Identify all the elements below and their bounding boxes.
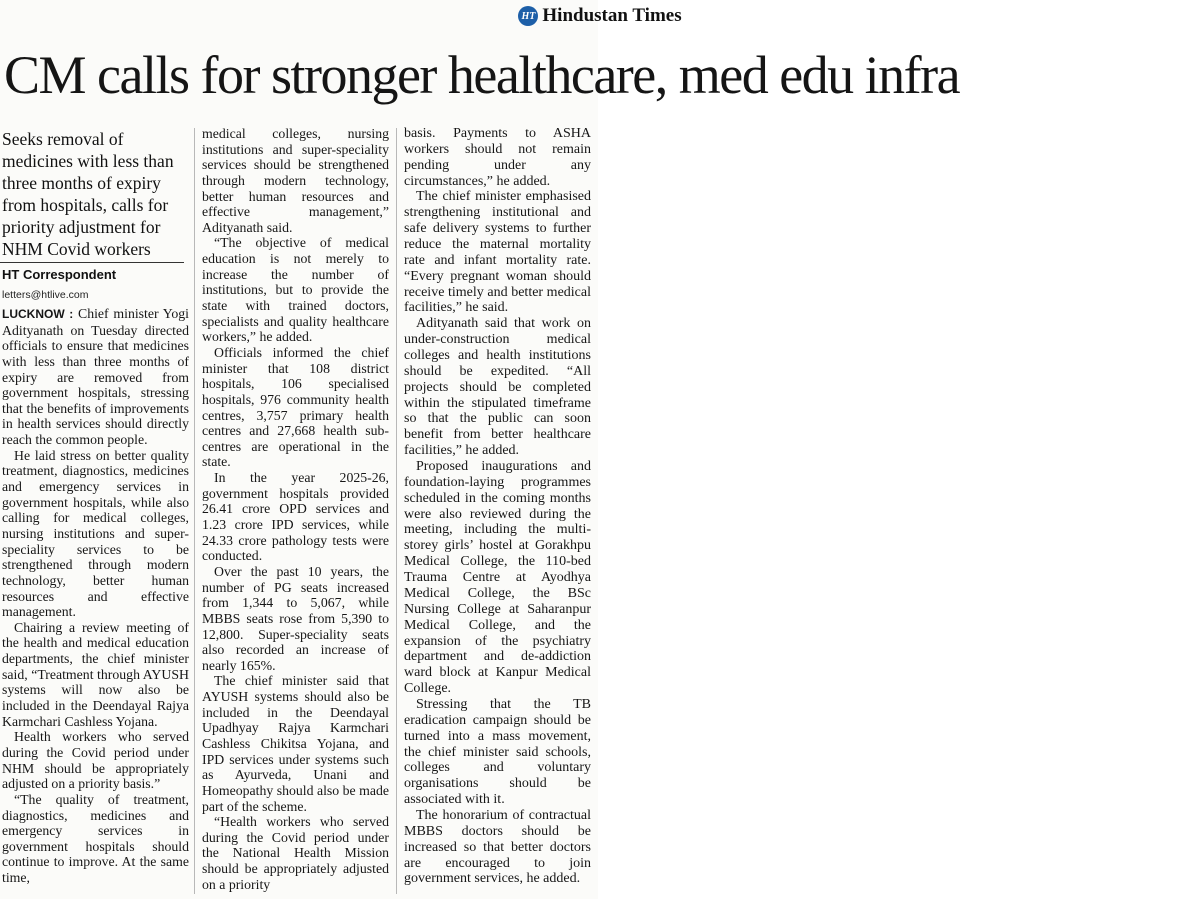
article-paragraph: “The quality of treatment, diagnostics, medicines and emergency services in government hospitals should continue to improve. At the same time, xyxy=(2,791,189,886)
brand-name: Hindustan Times xyxy=(542,5,682,26)
article-paragraph: He laid stress on better quality treatment, diagnostics, medicines and emergency services in government hospitals, while also calling for medical colleges, nursing institutions and super-speciality services to be strengthened through modern technology, better human resources and effective management. xyxy=(2,447,189,620)
article-paragraph: Over the past 10 years, the number of PG seats increased from 1,344 to 5,067, while MBBS seats rose from 5,390 to 12,800. Super-speciality seats also recorded an increase of nearly 165%. xyxy=(202,563,389,673)
article-paragraph: The honorarium of contractual MBBS doctors should be increased so that better doctors are encouraged to join government services, he added. xyxy=(404,807,591,887)
headline: CM calls for stronger healthcare, med edu infra xyxy=(4,45,960,105)
byline: HT Correspondent xyxy=(2,267,117,282)
article-paragraph: Adityanath said that work on under-construction medical colleges and health institutions should be expedited. “All projects should be completed within the stipulated timeframe so that the public can soon benefit from better healthcare facilities,” he added. xyxy=(404,316,591,459)
byline-email: letters@htlive.com xyxy=(2,289,89,301)
article-column-1 xyxy=(2,306,189,886)
column-divider xyxy=(396,128,397,894)
article-paragraph: “Health workers who served during the Covid period under the National Health Mission should be appropriately adjusted on a priority xyxy=(202,814,389,892)
article-paragraph: The chief minister said that AYUSH systems should also be included in the Deendayal Upadhyay Rajya Karmchari Cashless Chikitsa Yojana, and IPD services under systems such as Ayurveda, Unani and Homeopathy should also be made part of the scheme. xyxy=(202,673,389,814)
article-paragraph: The chief minister emphasised strengthening institutional and safe delivery systems to further reduce the maternal mortality rate and infant mortality rate. “Every pregnant woman should receive timely and better medical facilities,” he said. xyxy=(404,189,591,316)
deck: Seeks removal of medicines with less than three months of expiry from hospitals, calls for priority adjustment for NHM Covid workers xyxy=(2,129,174,259)
masthead xyxy=(0,4,1200,28)
blank-area xyxy=(598,0,1200,899)
article-paragraph: medical colleges, nursing institutions and super-speciality services should be strengthened through modern technology, better human resources and effective management,” Adityanath said. xyxy=(202,126,389,235)
article-paragraph: Health workers who served during the Covid period under NHM should be appropriately adjusted on a priority basis.” xyxy=(2,729,189,792)
article-paragraph: Stressing that the TB eradication campaign should be turned into a mass movement, the chief minister said schools, colleges and voluntary organisations should be associated with it. xyxy=(404,696,591,808)
ht-logo-icon: HT xyxy=(518,6,538,26)
article-paragraph: Chairing a review meeting of the health and medical education departments, the chief minister said, “Treatment through AYUSH systems will now also be included in the Deendayal Rajya Karmchari Cashless Yojana. xyxy=(2,619,189,729)
article-paragraph: Proposed inaugurations and foundation-laying programmes scheduled in the coming months were also reviewed during the meeting, including the multi-storey girls’ hostel at Gorakhpu Medical College, the 110-bed Trauma Centre at Ayodhya Medical College, the BSc Nursing College at Saharanpur Medical College, and the expansion of the psychiatry department and de-addiction ward block at Kanpur Medical College. xyxy=(404,459,591,697)
article-column-3 xyxy=(404,126,591,887)
paragraph-text: Chief minister Yogi Adityanath on Tuesday directed officials to ensure that medicines with less than three months of expiry are removed from government hospitals, stressing that the benefits of improvements in health services should directly reach the common people. xyxy=(2,306,190,448)
article-paragraph: In the year 2025-26, government hospitals provided 26.41 crore OPD services and 1.23 crore IPD services, while 24.33 crore pathology tests were conducted. xyxy=(202,470,389,564)
article-paragraph: basis. Payments to ASHA workers should not remain pending under any circumstances,” he added. xyxy=(404,126,591,189)
article-paragraph: “The objective of medical education is not merely to increase the number of institutions, but to provide the state with trained doctors, specialists and quality healthcare workers,” he added. xyxy=(202,235,389,345)
article-paragraph: Officials informed the chief minister that 108 district hospitals, 106 specialised hospitals, 976 community health centres, 3,757 primary health centres and 27,668 health sub-centres are operational in the state. xyxy=(202,344,389,470)
byline-divider xyxy=(0,262,184,263)
article-column-2 xyxy=(202,126,389,892)
dateline: LUCKNOW : xyxy=(2,307,74,321)
column-divider xyxy=(194,128,195,894)
article-paragraph xyxy=(2,306,189,448)
